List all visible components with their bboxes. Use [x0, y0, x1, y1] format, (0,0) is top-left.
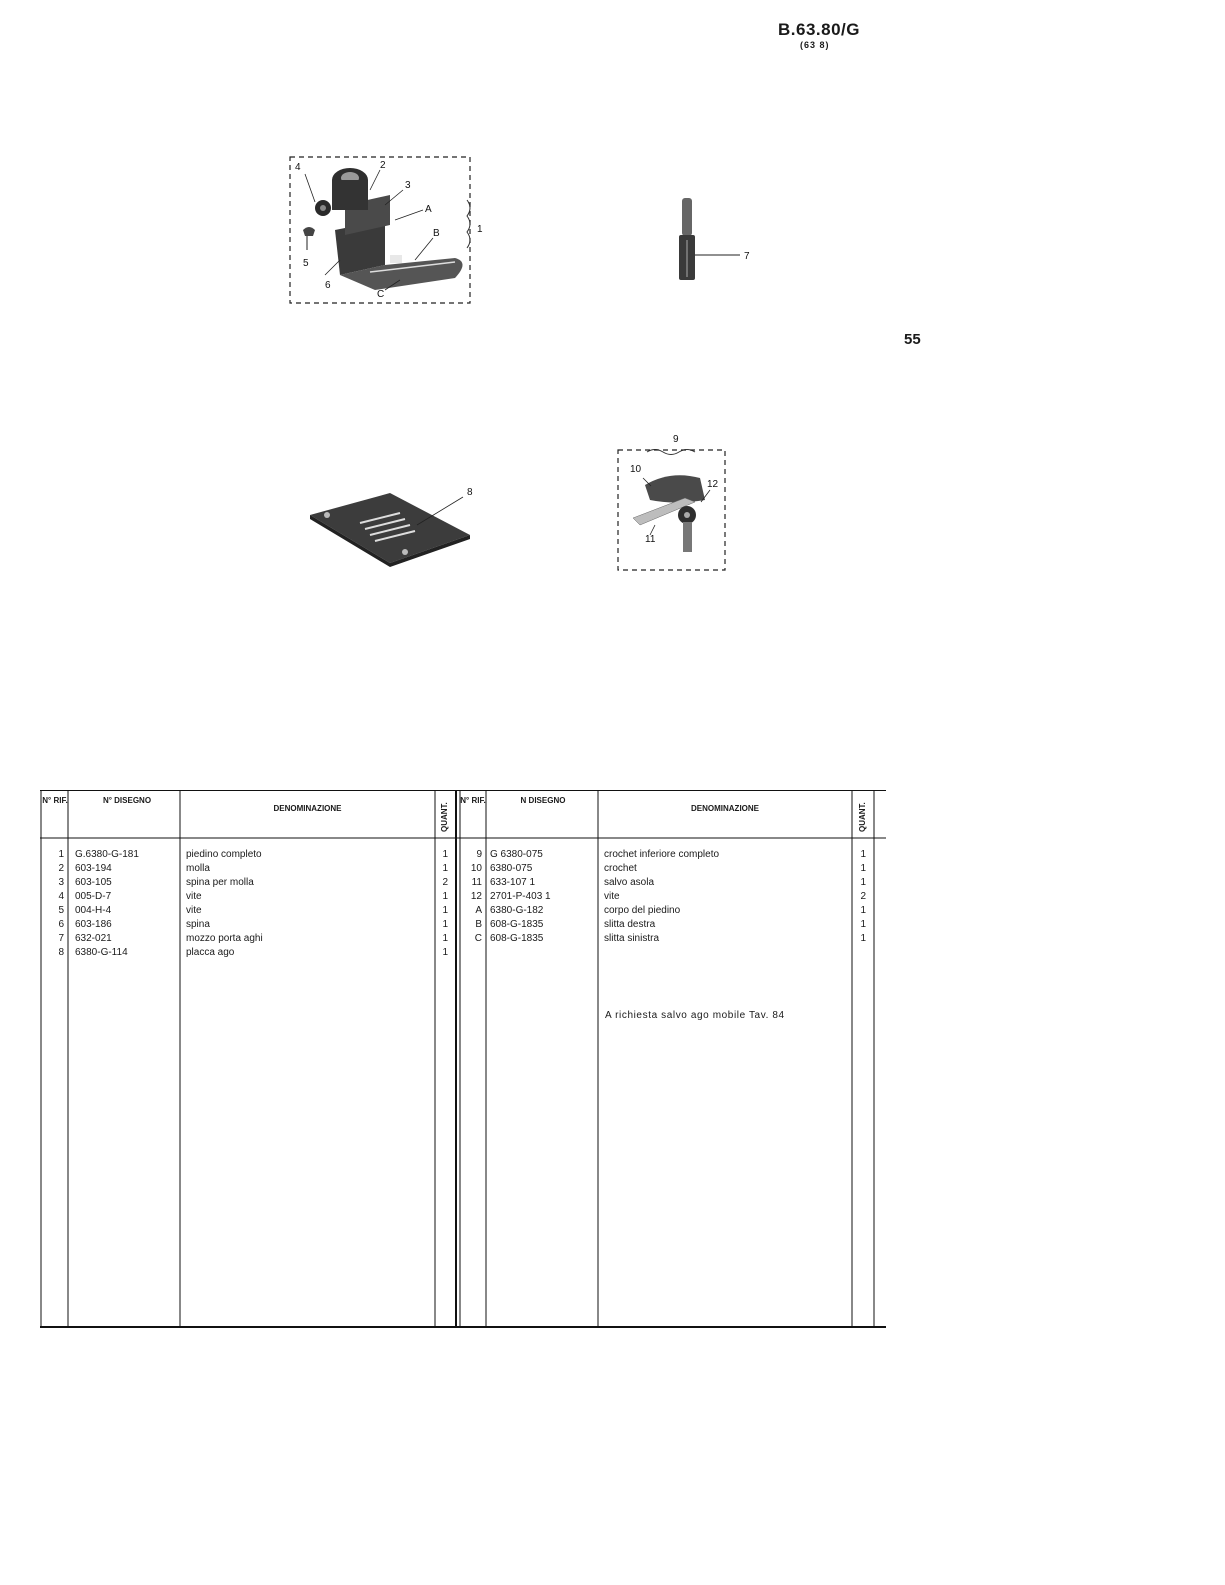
table-cell-disegno: 603-194: [75, 863, 112, 874]
table-cell-denominazione: vite: [186, 905, 202, 916]
table-cell-rif: 3: [58, 877, 64, 888]
table-cell-denominazione: spina: [186, 919, 210, 930]
lower-looper-figure: [615, 430, 740, 580]
table-cell-disegno: 6380-G-182: [490, 905, 544, 916]
table-cell-rif: B: [475, 919, 482, 930]
table-cell-rif: 8: [58, 947, 64, 958]
callout-label: 4: [295, 162, 301, 173]
callout-label: C: [377, 289, 385, 300]
table-cell-denominazione: slitta destra: [604, 919, 656, 930]
callout-label: 12: [707, 479, 719, 490]
table-cell-quant: 1: [860, 849, 866, 860]
table-cell-rif: 7: [58, 933, 64, 944]
table-cell-quant: 1: [442, 849, 448, 860]
table-cell-rif: A: [475, 905, 482, 916]
callout-label: 2: [380, 160, 386, 171]
table-cell-rif: 10: [470, 863, 482, 874]
table-cell-rif: 12: [470, 891, 482, 902]
table-cell-denominazione: crochet: [604, 863, 637, 874]
header-disegno-right: N DISEGNO: [520, 796, 566, 805]
table-cell-rif: 4: [58, 891, 64, 902]
header-denominazione-right: DENOMINAZIONE: [691, 804, 759, 813]
table-cell-quant: 1: [442, 933, 448, 944]
table-cell-rif: 5: [58, 905, 64, 916]
table-cell-quant: 1: [442, 905, 448, 916]
table-cell-disegno: 6380-G-114: [75, 947, 128, 958]
table-cell-denominazione: vite: [604, 891, 620, 902]
page-number: 55: [904, 331, 921, 348]
callout-label: 8: [467, 487, 473, 498]
table-cell-denominazione: molla: [186, 863, 210, 874]
table-cell-disegno: 603-105: [75, 877, 112, 888]
table-cell-rif: 1: [58, 849, 64, 860]
table-cell-denominazione: spina per molla: [186, 877, 254, 888]
header-quant-right: QUANT.: [858, 802, 867, 832]
needle-plate-figure: [305, 485, 495, 570]
header-quant: QUANT.: [440, 802, 449, 832]
callout-label: B: [433, 228, 440, 239]
parts-table: [40, 790, 886, 1328]
callout-label: 1: [477, 224, 483, 235]
table-cell-denominazione: vite: [186, 891, 202, 902]
table-note: A richiesta salvo ago mobile Tav. 84: [605, 1010, 785, 1021]
header-rif: N° RIF.: [42, 796, 68, 805]
table-cell-rif: 6: [58, 919, 64, 930]
callout-label: 7: [744, 251, 750, 262]
callout-label: 10: [630, 464, 642, 475]
table-cell-quant: 1: [860, 919, 866, 930]
table-cell-disegno: 608-G-1835: [490, 933, 544, 944]
table-cell-disegno: G.6380-G-181: [75, 849, 139, 860]
table-cell-denominazione: mozzo porta aghi: [186, 933, 263, 944]
table-cell-rif: 2: [58, 863, 64, 874]
callout-label: 3: [405, 180, 411, 191]
header-rif-right: N° RIF.: [460, 796, 486, 805]
table-cell-disegno: 6380-075: [490, 863, 533, 874]
table-cell-quant: 1: [860, 905, 866, 916]
table-cell-rif: 9: [476, 849, 482, 860]
table-cell-quant: 1: [860, 863, 866, 874]
table-cell-disegno: 608-G-1835: [490, 919, 544, 930]
table-cell-quant: 2: [860, 891, 866, 902]
table-cell-quant: 1: [442, 863, 448, 874]
callout-label: 6: [325, 280, 331, 291]
needle-hub-figure: [670, 195, 770, 290]
table-cell-quant: 1: [860, 877, 866, 888]
table-cell-quant: 1: [442, 919, 448, 930]
table-cell-quant: 1: [442, 947, 448, 958]
table-cell-disegno: 603-186: [75, 919, 112, 930]
table-cell-quant: 2: [442, 877, 448, 888]
callout-label: 9: [673, 434, 679, 445]
table-cell-rif: 11: [471, 877, 482, 888]
header-denominazione: DENOMINAZIONE: [273, 804, 342, 813]
table-cell-denominazione: placca ago: [186, 947, 235, 958]
table-cell-denominazione: piedino completo: [186, 849, 262, 860]
table-cell-denominazione: salvo asola: [604, 877, 655, 888]
catalog-subcode: (63 8): [800, 40, 830, 50]
table-cell-disegno: 004-H-4: [75, 905, 112, 916]
table-cell-disegno: G 6380-075: [490, 849, 543, 860]
callout-label: 11: [645, 534, 656, 545]
table-cell-quant: 1: [860, 933, 866, 944]
table-cell-quant: 1: [442, 891, 448, 902]
callout-label: A: [425, 204, 432, 215]
presser-foot-figure: [285, 150, 495, 310]
table-cell-disegno: 632-021: [75, 933, 112, 944]
table-cell-disegno: 2701-P-403 1: [490, 891, 551, 902]
header-disegno: N° DISEGNO: [102, 796, 152, 805]
table-cell-disegno: 633-107 1: [490, 877, 536, 888]
table-cell-disegno: 005-D-7: [75, 891, 112, 902]
table-cell-denominazione: crochet inferiore completo: [604, 849, 720, 860]
callout-label: 5: [303, 258, 309, 269]
table-cell-denominazione: slitta sinistra: [604, 933, 660, 944]
table-cell-denominazione: corpo del piedino: [604, 905, 681, 916]
table-cell-rif: C: [474, 933, 482, 944]
catalog-code: B.63.80/G: [778, 20, 860, 39]
